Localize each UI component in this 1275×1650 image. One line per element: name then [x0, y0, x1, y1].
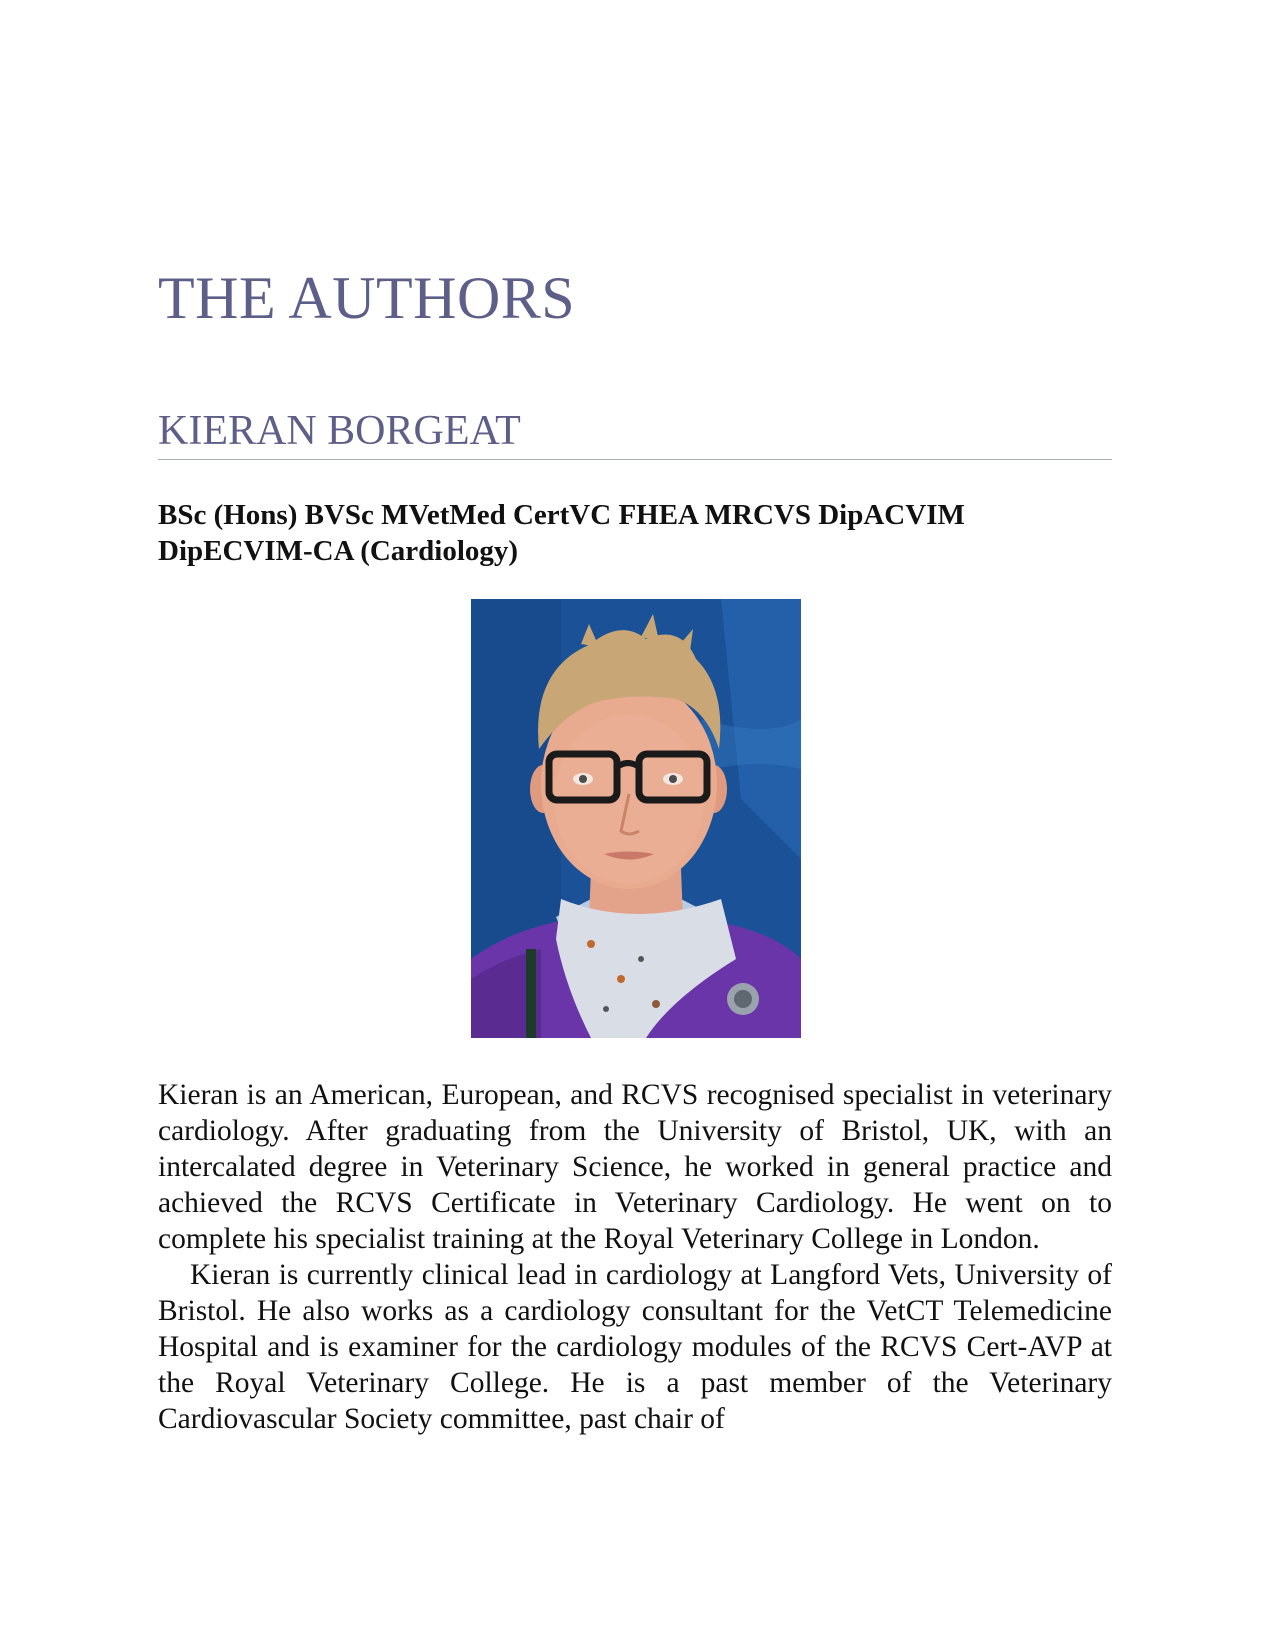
author-credentials: BSc (Hons) BVSc MVetMed CertVC FHEA MRCVS DipACVIM DipECVIM-CA (Cardiology): [158, 499, 965, 567]
author-biography: [158, 1077, 1112, 1437]
author-name: KIERAN BORGEAT: [158, 408, 521, 454]
section-title: THE AUTHORS: [158, 265, 576, 331]
heading-divider: [158, 459, 1112, 460]
bio-paragraph: Kieran is an American, European, and RCVS recognised specialist in veterinary cardiology. After graduating from the University of Bristol, UK, with an intercalated degree in Veterinary Science, he worked in general practice and achieved the RCVS Certificate in Veterinary Cardiology. He went on to complete his specialist training at the Royal Veterinary College in London.: [158, 1079, 1112, 1255]
bio-paragraph: Kieran is currently clinical lead in cardiology at Langford Vets, University of Bristol. He also works as a cardiology consultant for the VetCT Telemedicine Hospital and is examiner for the cardiology modules of the RCVS Cert-AVP at the Royal Veterinary College. He is a past member of the Veterinary Cardiovascular Society committee, past chair of: [158, 1259, 1112, 1435]
author-photo: [471, 599, 801, 1038]
